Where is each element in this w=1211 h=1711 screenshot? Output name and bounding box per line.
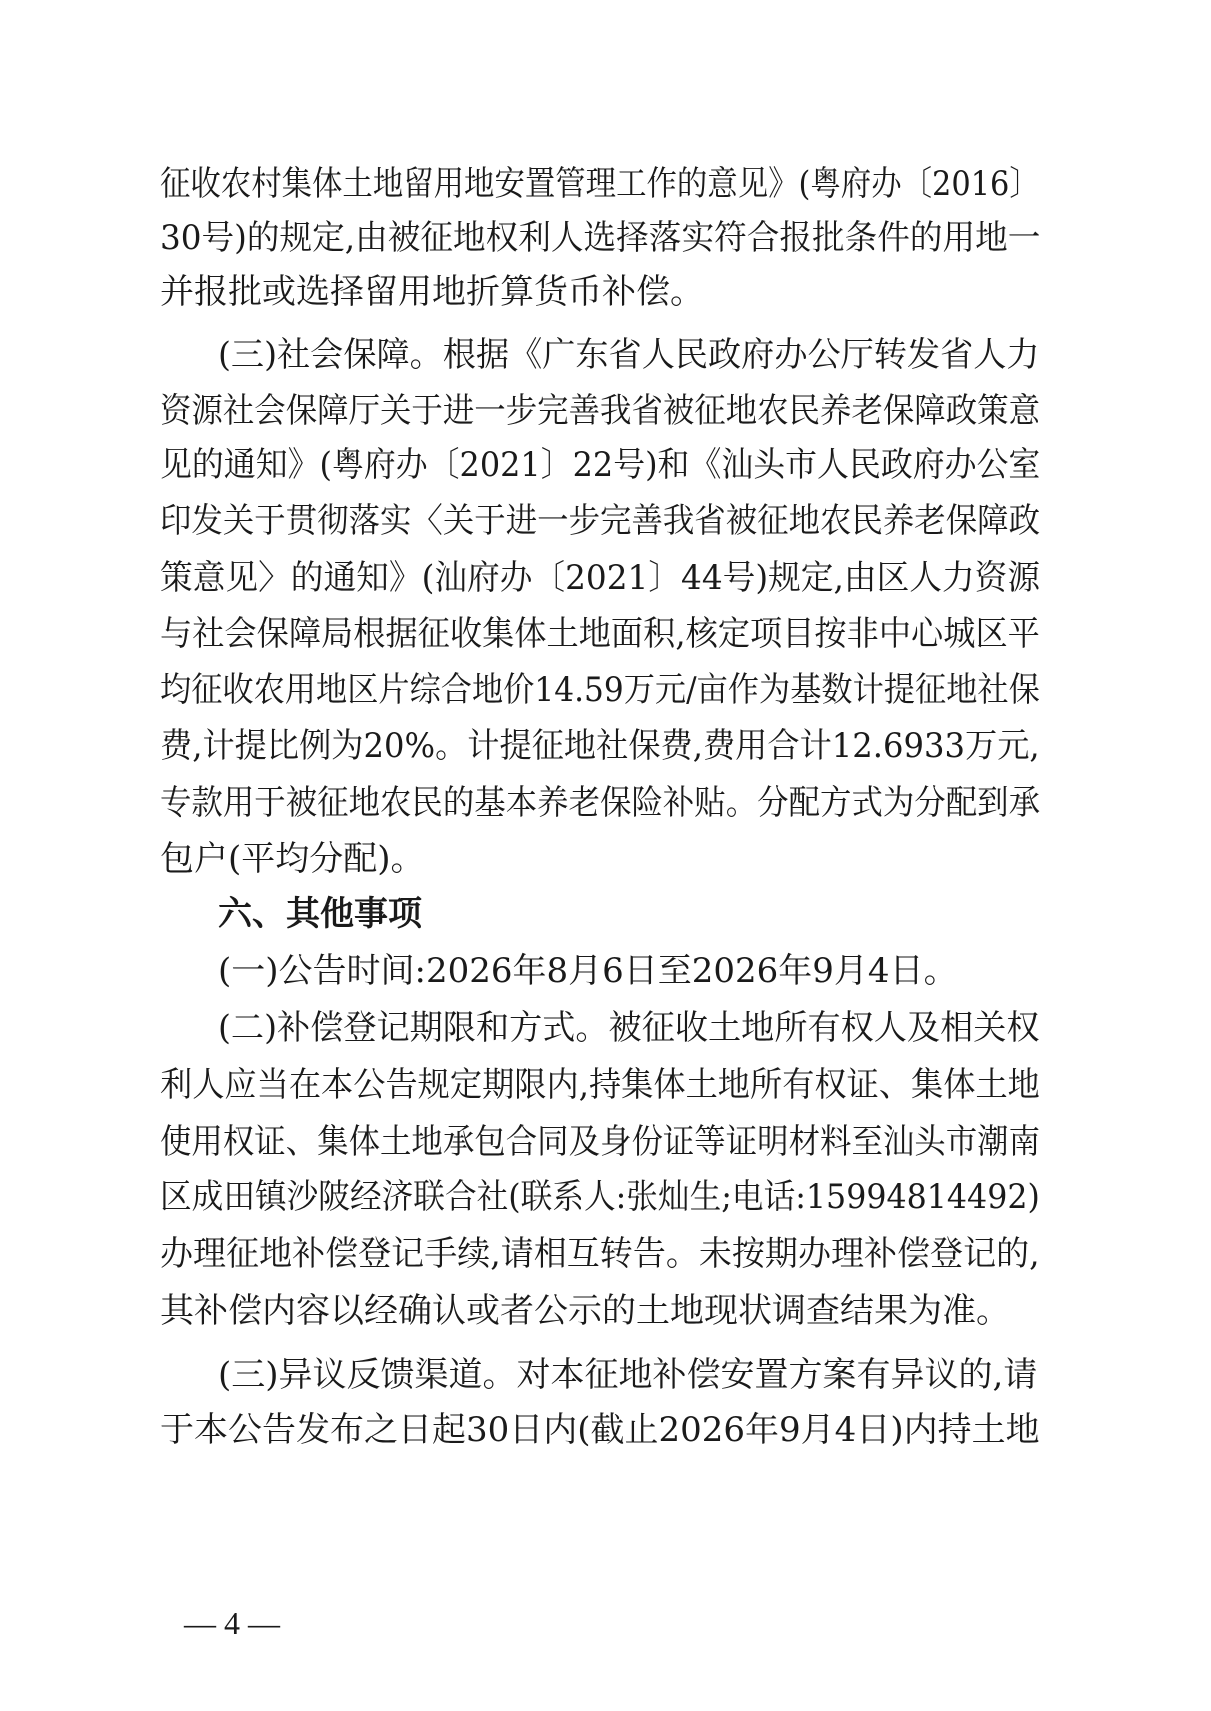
line-text: 费,计提比例为20%。计提征地社保费,费用合计12.6933万元, xyxy=(160,726,1040,766)
line-text: 利人应当在本公告规定期限内,持集体土地所有权证、集体土地 xyxy=(160,1065,1040,1105)
line-text: 征收农村集体土地留用地安置管理工作的意见》(粤府办〔2016〕 xyxy=(160,164,1040,204)
body-line xyxy=(0,660,1211,720)
body-line xyxy=(0,1281,1211,1341)
line-text: 其补偿内容以经确认或者公示的土地现状调查结果为准。 xyxy=(160,1291,1010,1331)
body-line xyxy=(0,604,1211,664)
body-line xyxy=(0,1400,1211,1460)
line-text: 策意见〉的通知》(汕府办〔2021〕44号)规定,由区人力资源 xyxy=(160,558,1041,598)
line-text: (一)公告时间:2026年8月6日至2026年9月4日。 xyxy=(218,951,958,991)
line-text: 区成田镇沙陂经济联合社(联系人:张灿生;电话:15994814492) xyxy=(160,1177,1040,1217)
page-number: — 4 — xyxy=(184,1605,280,1641)
section-heading xyxy=(0,884,1211,944)
body-line xyxy=(0,773,1211,833)
body-line xyxy=(0,154,1211,214)
body-line xyxy=(0,1224,1211,1284)
body-line xyxy=(0,262,1211,322)
heading-text: 六、其他事项 xyxy=(218,894,422,934)
body-line xyxy=(0,1167,1211,1227)
line-text: 包户(平均分配)。 xyxy=(160,839,425,879)
line-text: 资源社会保障厅关于进一步完善我省被征地农民养老保障政策意 xyxy=(160,391,1041,431)
line-text: 于本公告发布之日起30日内(截止2026年9月4日)内持土地 xyxy=(160,1410,1040,1450)
body-line xyxy=(0,941,1211,1001)
body-line xyxy=(0,998,1211,1058)
line-text: 使用权证、集体土地承包合同及身份证等证明材料至汕头市潮南 xyxy=(160,1122,1041,1162)
line-text: 办理征地补偿登记手续,请相互转告。未按期办理补偿登记的, xyxy=(160,1234,1040,1274)
body-line xyxy=(0,381,1211,441)
line-text: 30号)的规定,由被征地权利人选择落实符合报批条件的用地一 xyxy=(160,218,1041,258)
body-line xyxy=(0,1112,1211,1172)
line-text: 印发关于贯彻落实〈关于进一步完善我省被征地农民养老保障政 xyxy=(160,501,1041,541)
body-line xyxy=(0,208,1211,268)
line-text: (三)异议反馈渠道。对本征地补偿安置方案有异议的,请 xyxy=(218,1355,1038,1395)
body-line xyxy=(0,1345,1211,1405)
body-line xyxy=(0,716,1211,776)
body-line xyxy=(0,435,1211,495)
line-text: 均征收农用地区片综合地价14.59万元/亩作为基数计提征地社保 xyxy=(160,670,1040,710)
line-text: 与社会保障局根据征收集体土地面积,核定项目按非中心城区平 xyxy=(160,614,1040,654)
line-text: 见的通知》(粤府办〔2021〕22号)和《汕头市人民政府办公室 xyxy=(160,445,1041,485)
line-text: 并报批或选择留用地折算货币补偿。 xyxy=(160,272,704,312)
body-line xyxy=(0,829,1211,889)
line-text: (二)补偿登记期限和方式。被征收土地所有权人及相关权 xyxy=(218,1008,1040,1048)
body-line xyxy=(0,1055,1211,1115)
line-text: 专款用于被征地农民的基本养老保险补贴。分配方式为分配到承 xyxy=(160,783,1041,823)
body-line xyxy=(0,491,1211,551)
line-text: (三)社会保障。根据《广东省人民政府办公厅转发省人力 xyxy=(218,335,1040,375)
body-line xyxy=(0,325,1211,385)
body-line xyxy=(0,548,1211,608)
